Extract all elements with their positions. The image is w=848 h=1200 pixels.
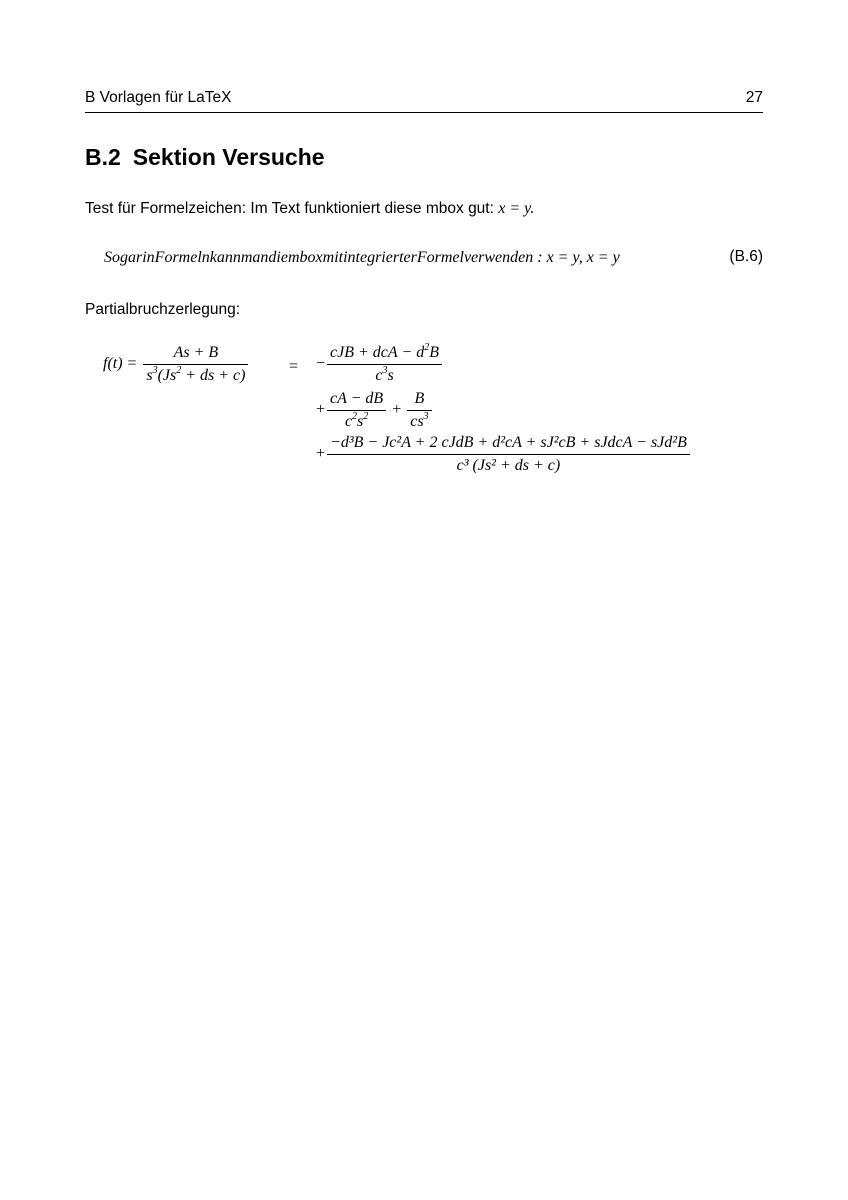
pfz-term-3-numerator: B	[414, 390, 425, 407]
pfz-lhs: f(t) =	[103, 355, 138, 373]
header-rule	[85, 112, 763, 113]
pfz-term-2-denominator: $c^2s^2$	[344, 411, 369, 430]
pfz-term-4	[316, 432, 692, 477]
pfz-term-1	[316, 342, 444, 387]
running-header-title: B Vorlagen für LaTeX	[85, 89, 232, 106]
paragraph-formelzeichen	[85, 200, 534, 218]
equation-b6-text: SogarinFormelnkannmandiemboxmitintegrierterFormelverwenden	[104, 249, 534, 266]
pfz-term-4-sign: +	[316, 445, 326, 463]
pfz-term-3-denominator: $cs^3$	[410, 411, 429, 430]
page-number: 27	[745, 89, 763, 106]
paragraph-text: Test für Formelzeichen: Im Text funktioniert diese mbox gut:	[85, 200, 499, 217]
pfz-fraction-term-3	[407, 388, 431, 433]
equation-b6-math: : x = y, x = y	[533, 249, 620, 266]
pfz-plus-2: +	[392, 401, 402, 419]
pfz-fraction-1-denominator: $s^3(Js^2$ + ds + c)	[146, 365, 246, 384]
pfz-term-1-sign: −	[316, 355, 326, 373]
section-number: B.2	[85, 144, 121, 170]
pfz-lhs-line	[103, 342, 250, 387]
pfz-fraction-1	[143, 342, 248, 387]
pfz-term-2-sign: +	[316, 401, 326, 419]
pfz-fraction-term-1	[327, 342, 442, 387]
pfz-fraction-term-2	[327, 388, 386, 433]
pfz-term-2-numerator: cA − dB	[330, 390, 384, 407]
equation-b6	[104, 249, 620, 267]
paragraph-partialbruch: Partialbruchzerlegung:	[85, 301, 241, 318]
pfz-equals: =	[289, 358, 299, 375]
pfz-term-1-numerator: cJB + dcA − $d^2B$	[330, 342, 439, 361]
pfz-term-1-denominator: $c^3s$	[375, 365, 394, 384]
inline-math: x = y.	[498, 200, 535, 217]
section-heading	[85, 144, 325, 171]
pfz-fraction-1-numerator: As + B	[173, 344, 219, 361]
pfz-term-4-numerator: −d³B − Jc²A + 2 cJdB + d²cA + sJ²cB + sJdcA − sJd²B	[330, 434, 687, 451]
pfz-term-2	[316, 388, 434, 433]
section-title: Sektion Versuche	[132, 144, 325, 170]
equation-number-b6: (B.6)	[729, 248, 763, 265]
pfz-fraction-term-4	[327, 432, 690, 477]
pfz-term-4-denominator: c³ (Js² + ds + c)	[456, 457, 561, 474]
